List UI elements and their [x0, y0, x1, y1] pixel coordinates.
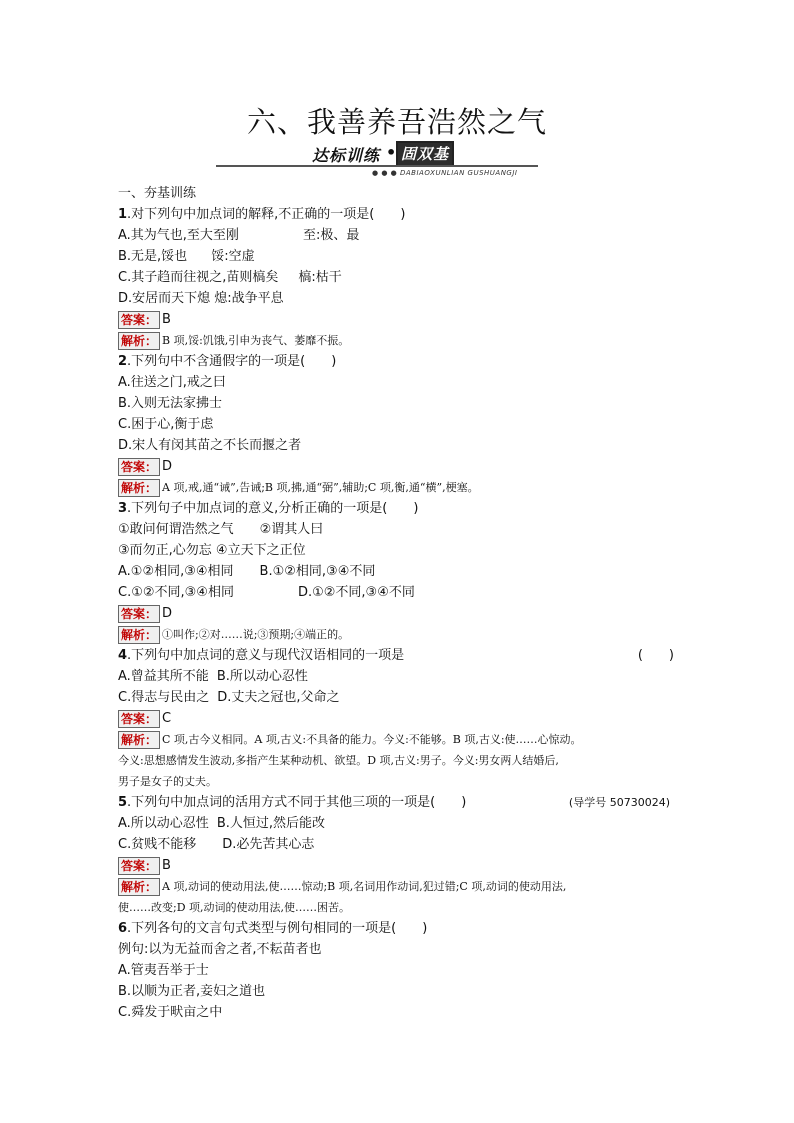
question-number: 5 — [118, 795, 128, 810]
question-1-option-d: D.安居而天下熄 熄:战争平息 — [118, 291, 284, 306]
question-3-sentences-1 — [118, 519, 678, 540]
option-text: D.丈夫之冠也,父命之 — [217, 690, 340, 705]
question-5-options-ab — [118, 813, 678, 834]
option-text: C.其子趋而往视之,苗则槁矣 — [118, 270, 279, 285]
question-number: 4 — [118, 648, 128, 663]
answer-label: 答案： — [118, 710, 160, 728]
question-2-option-c: C.困于心,衡于虑 — [118, 417, 214, 432]
question-4-explanation-cont-2: 男子是女子的丈夫。 — [118, 775, 217, 788]
question-1-option-b — [118, 246, 678, 267]
question-4-options-ab — [118, 666, 678, 687]
explanation-label: 解析： — [118, 332, 160, 350]
option-text: B.人恒过,然后能改 — [216, 816, 325, 831]
question-6-option-a: A.管夷吾举于士 — [118, 963, 209, 978]
question-4-options-cd — [118, 687, 678, 708]
explanation-label: 解析： — [118, 731, 160, 749]
question-text: .下列各句的文言句式类型与例句相同的一项是( ) — [127, 921, 428, 936]
option-text: C.贫贱不能移 — [118, 837, 197, 852]
question-number: 3 — [118, 501, 128, 516]
explanation-text: C 项,古今义相同。A 项,古义:不具备的能力。今义:不能够。B 项,古义:使……心惊动。 — [162, 733, 582, 746]
banner-box-text: 固双基 — [396, 141, 454, 167]
option-text: B.无是,馁也 — [118, 249, 188, 264]
option-text: D.①②不同,③④不同 — [297, 585, 415, 600]
question-2-option-a: A.往送之门,戒之曰 — [118, 375, 226, 390]
option-text: A.曾益其所不能 — [118, 669, 209, 684]
option-text: D.必先苦其心志 — [222, 837, 315, 852]
explanation-text: ①叫作;②对……说;③预期;④端正的。 — [162, 628, 350, 641]
question-6-option-b: B.以顺为正者,妾妇之道也 — [118, 984, 266, 999]
question-3-sentences-2: ③而勿正,心勿忘 ④立天下之正位 — [118, 543, 306, 558]
question-3-options-cd — [118, 582, 678, 603]
explanation-label: 解析： — [118, 479, 160, 497]
question-1-stem — [118, 204, 678, 225]
section-heading: 一、夯基训练 — [118, 186, 197, 201]
question-1-option-c — [118, 267, 678, 288]
banner-dot: • — [386, 143, 397, 162]
answer-value: C — [162, 711, 172, 726]
question-4-explanation — [118, 729, 678, 750]
explanation-text: B 项,馁:饥饿,引申为丧气、萎靡不振。 — [162, 334, 350, 347]
question-6-option-c: C.舜发于畎亩之中 — [118, 1005, 223, 1020]
question-6-example: 例句:以为无益而舍之者,不耘苗者也 — [118, 942, 322, 957]
question-2-explanation — [118, 477, 678, 498]
answer-value: B — [162, 312, 171, 327]
question-5-options-cd — [118, 834, 678, 855]
question-1-answer — [118, 309, 678, 330]
option-text: A.①②相同,③④相同 — [118, 564, 234, 579]
answer-label: 答案： — [118, 311, 160, 329]
question-2-option-b: B.入则无法家拂士 — [118, 396, 223, 411]
sentence-text: ①敢问何谓浩然之气 — [118, 522, 234, 537]
explanation-label: 解析： — [118, 626, 160, 644]
option-text: B.所以动心忍性 — [216, 669, 308, 684]
question-4-stem — [118, 645, 678, 666]
question-2-answer — [118, 456, 678, 477]
page-title: 六、我善养吾浩然之气 — [246, 105, 547, 139]
question-text: .下列句中不含通假字的一项是( ) — [127, 354, 337, 369]
question-5-explanation-cont: 使……改变;D 项,动词的使动用法,使……困苦。 — [118, 901, 351, 914]
question-3-answer — [118, 603, 678, 624]
question-1-option-a — [118, 225, 678, 246]
question-4-explanation-cont-1: 今义:思想感情发生波动,多指产生某种动机、欲望。D 项,古义:男子。今义:男女两人结婚后, — [118, 754, 559, 767]
question-3-stem — [118, 498, 678, 519]
option-text: C.得志与民由之 — [118, 690, 210, 705]
answer-label: 答案： — [118, 458, 160, 476]
question-1-explanation — [118, 330, 678, 351]
option-gloss: 至:极、最 — [302, 228, 360, 243]
answer-value: B — [162, 858, 171, 873]
question-number: 1 — [118, 207, 128, 222]
section-banner — [216, 141, 538, 177]
question-text: .下列句子中加点词的意义,分析正确的一项是( ) — [127, 501, 419, 516]
banner-main-text: 达标训练 — [312, 146, 381, 165]
answer-label: 答案： — [118, 857, 160, 875]
option-text: A.其为气也,至大至刚 — [118, 228, 239, 243]
question-2-stem — [118, 351, 678, 372]
question-number: 6 — [118, 921, 128, 936]
guide-number: (导学号 50730024) — [568, 796, 670, 809]
question-5-answer — [118, 855, 678, 876]
explanation-text: A 项,动词的使动用法,使……惊动;B 项,名词用作动词,犯过错;C 项,动词的使动用法, — [162, 880, 567, 893]
option-text: C.①②不同,③④相同 — [118, 585, 234, 600]
exercise-content — [118, 183, 678, 1023]
banner-underline — [216, 165, 538, 167]
question-6-stem — [118, 918, 678, 939]
question-5-explanation — [118, 876, 678, 897]
banner-subtitle: ● ● ● DABIAOXUNLIAN GUSHUANGJI — [372, 169, 518, 177]
question-number: 2 — [118, 354, 128, 369]
question-text: .对下列句中加点词的解释,不正确的一项是( ) — [127, 207, 406, 222]
question-5-stem — [118, 792, 678, 813]
question-2-option-d: D.宋人有闵其苗之不长而揠之者 — [118, 438, 302, 453]
question-3-options-ab — [118, 561, 678, 582]
answer-value: D — [162, 459, 173, 474]
explanation-text: A 项,戒,通“诫”,告诫;B 项,拂,通“弼”,辅助;C 项,衡,通“横”,梗塞。 — [162, 481, 479, 494]
option-gloss: 馁:空虚 — [211, 249, 255, 264]
answer-label: 答案： — [118, 605, 160, 623]
question-3-explanation — [118, 624, 678, 645]
sentence-text: ②谓其人曰 — [259, 522, 324, 537]
option-text: B.①②相同,③④不同 — [259, 564, 376, 579]
question-text: .下列句中加点词的意义与现代汉语相同的一项是 — [127, 648, 405, 663]
question-4-answer — [118, 708, 678, 729]
option-gloss: 槁:枯干 — [298, 270, 342, 285]
question-text: .下列句中加点词的活用方式不同于其他三项的一项是( ) — [127, 795, 467, 810]
explanation-label: 解析： — [118, 878, 160, 896]
option-text: A.所以动心忍性 — [118, 816, 209, 831]
answer-paren: ( ) — [637, 648, 674, 663]
answer-value: D — [162, 606, 173, 621]
